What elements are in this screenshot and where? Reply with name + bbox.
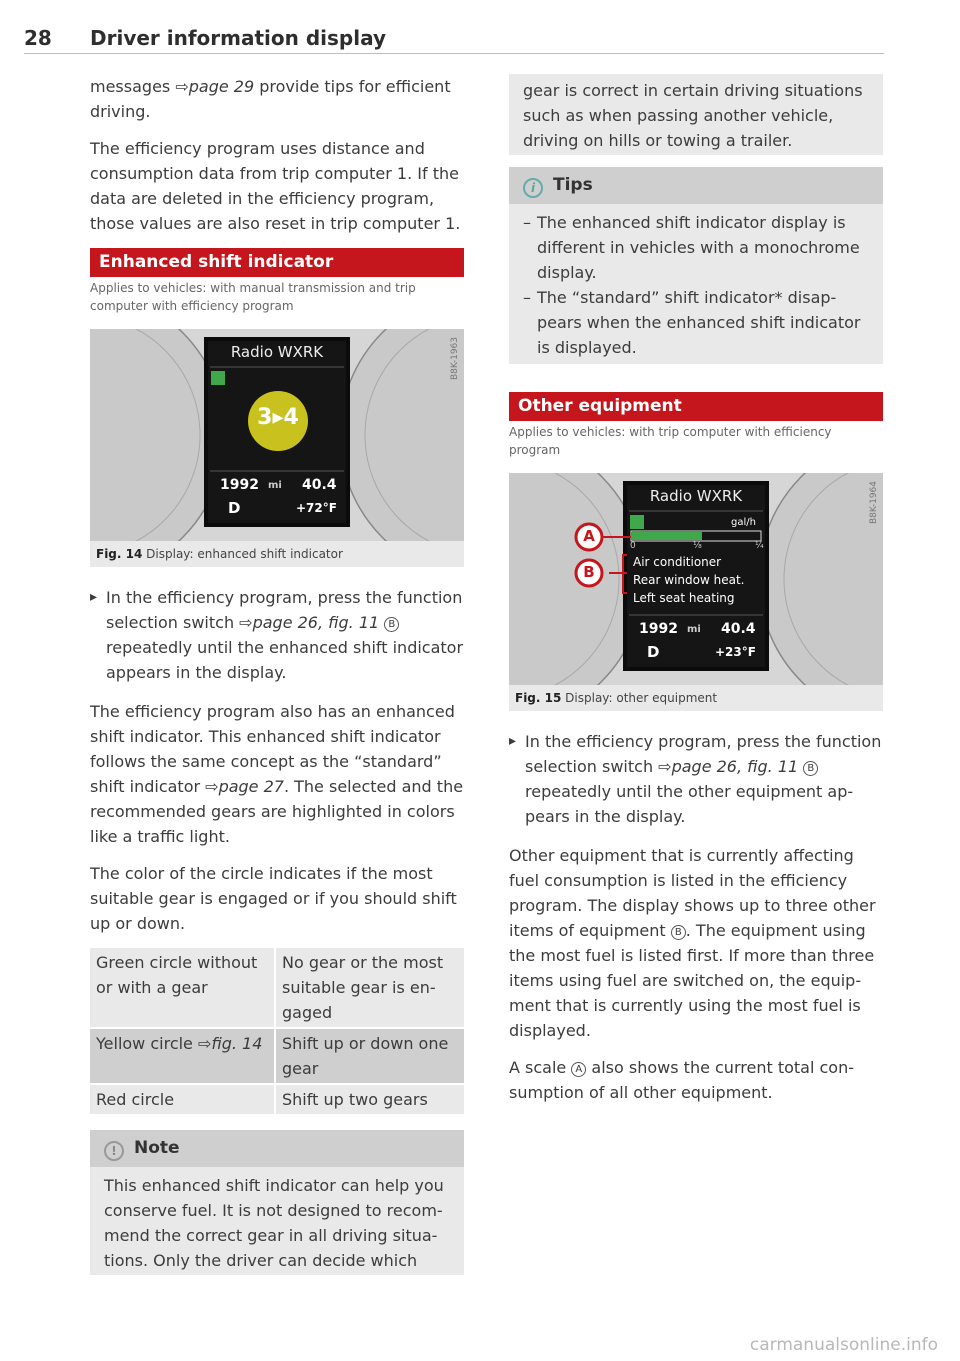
note-text: This enhanced shift indicator can help you conserve fuel. It is not designed to recommend the correct gear in all driving situations. Only the driver can decide which [104, 1176, 444, 1270]
table-cell: Shift up two gears [275, 1084, 464, 1115]
scale-label-0: 0 [630, 541, 636, 551]
callout-marker: B [384, 617, 399, 632]
figure-caption: Fig. 14 Display: enhanced shift indicator [96, 547, 343, 561]
page-link[interactable]: ⇨page 29 [175, 77, 255, 96]
table-cell: Red circle [90, 1084, 275, 1115]
page-link[interactable]: ⇨page 26, fig. 11 [239, 613, 380, 632]
paragraph-efficiency: The efficiency program uses distance and consumption data from trip computer 1. If the data are deleted in the efficiency program, those values are also reset in trip computer 1. [90, 139, 461, 233]
outside-temperature: +72°F [296, 501, 337, 515]
callout-marker: B [671, 925, 686, 940]
status-icon [630, 515, 644, 529]
table-row [90, 948, 464, 1028]
equipment-item: Air conditioner [633, 555, 722, 569]
table-cell: No gear or the most suitable gear is engaged [275, 948, 464, 1028]
paragraph-other-equipment: Other equipment that is currently affecting fuel consumption is listed in the efficiency program. The display shows up to three other items of equipment B . The equipment using the most fuel is listed first. If more than three items using fuel are switched on, the equipment that is currently using the most fuel is displayed. [509, 846, 876, 1040]
drive-mode: D [228, 499, 241, 517]
figure-caption: Fig. 15 Display: other equipment [515, 691, 718, 705]
applies-to-note: Applies to vehicles: with trip computer with efficiency program [509, 425, 832, 457]
gear-label: 3▸4 [257, 405, 299, 430]
figure-15 [509, 473, 883, 711]
page-link[interactable]: ⇨page 27 [205, 777, 284, 796]
callout-a-label: A [583, 527, 595, 545]
table-cell: Green circle without or with a gear [90, 948, 275, 1028]
trip-value: 40.4 [721, 621, 756, 637]
page-number: 28 [24, 26, 52, 50]
consumption-unit: gal/h [731, 517, 756, 528]
figure-code: B8K-1964 [869, 481, 879, 525]
equipment-item: Rear window heat. [633, 573, 745, 587]
table-cell: Yellow circle ⇨fig. 14 [90, 1028, 275, 1084]
table-row [90, 1028, 464, 1084]
paragraph-enhanced-indicator: The efficiency program also has an enhanced shift indicator. This enhanced shift indicator follows the same concept as the “standard” shift indicator ⇨page 27. The selected and the recommended gears are highlighted in colors like a traffic light. [90, 702, 464, 846]
trip-value: 40.4 [302, 477, 337, 493]
callout-marker: A [571, 1062, 586, 1077]
watermark-footer: carmanualsonline.info [749, 1335, 938, 1355]
page-link[interactable]: ⇨page 26, fig. 11 [658, 757, 799, 776]
warning-icon: ! [104, 1141, 124, 1161]
equipment-item: Left seat heating [633, 591, 735, 605]
figure-link[interactable]: ⇨fig. 14 [197, 1034, 263, 1053]
paragraph-scale: A scale A also shows the current total consumption of all other equipment. [509, 1058, 854, 1102]
section-title: Driver information display [90, 26, 387, 50]
callout-b-label: B [583, 563, 595, 581]
figure-14 [90, 329, 464, 567]
table-row [90, 1084, 464, 1115]
radio-station: Radio WXRK [230, 343, 324, 361]
note-continuation: gear is correct in certain driving situations such as when passing another vehicle, driving on hills or towing a trailer. [509, 74, 883, 155]
info-icon: i [523, 178, 543, 198]
left-column [90, 74, 464, 1275]
cluster-display-image [90, 329, 464, 541]
list-item: – The “standard” shift indicator* disappears when the enhanced shift indicator is displayed. [509, 285, 883, 360]
scale-label-quarter: ¼ [755, 541, 764, 551]
figure-code: B8K-1963 [450, 337, 460, 381]
drive-mode: D [647, 643, 660, 661]
odometer-unit: mi [687, 624, 701, 635]
paragraph-messages: messages ⇨page 29 provide tips for efficient driving. [90, 77, 451, 121]
scale-label-eighth: ⅛ [693, 541, 702, 551]
paragraph-circle-color: The color of the circle indicates if the most suitable gear is engaged or if you should shift up or down. [90, 864, 457, 933]
tips-box [509, 167, 883, 364]
heading-enhanced-shift-indicator: Enhanced shift indicator [90, 248, 464, 277]
right-column [509, 74, 883, 1117]
heading-other-equipment: Other equipment [509, 392, 883, 421]
list-item: – The enhanced shift indicator display is different in vehicles with a monochrome display. [509, 210, 883, 285]
instruction-step: ▸ In the efficiency program, press the function selection switch ⇨page 26, fig. 11 B repeatedly until the other equipment appears in the display. [509, 729, 883, 829]
odometer: 1992 [220, 477, 259, 493]
tips-header: i Tips [509, 167, 883, 204]
page-header [24, 24, 884, 54]
applies-to-note: Applies to vehicles: with manual transmission and trip computer with efficiency program [90, 281, 416, 313]
circle-color-table [90, 948, 464, 1116]
radio-station: Radio WXRK [649, 487, 743, 505]
odometer-unit: mi [268, 480, 282, 491]
note-box [90, 1130, 464, 1275]
instruction-step: ▸ In the efficiency program, press the function selection switch ⇨page 26, fig. 11 B repeatedly until the enhanced shift indicator appears in the display. [90, 585, 464, 685]
tips-list [509, 204, 883, 364]
consumption-scale-fill [632, 532, 702, 540]
outside-temperature: +23°F [715, 645, 756, 659]
odometer: 1992 [639, 621, 678, 637]
note-header: ! Note [90, 1130, 464, 1167]
table-cell: Shift up or down one gear [275, 1028, 464, 1084]
callout-marker: B [803, 761, 818, 776]
status-icon [211, 371, 225, 385]
cluster-display-image [509, 473, 883, 685]
